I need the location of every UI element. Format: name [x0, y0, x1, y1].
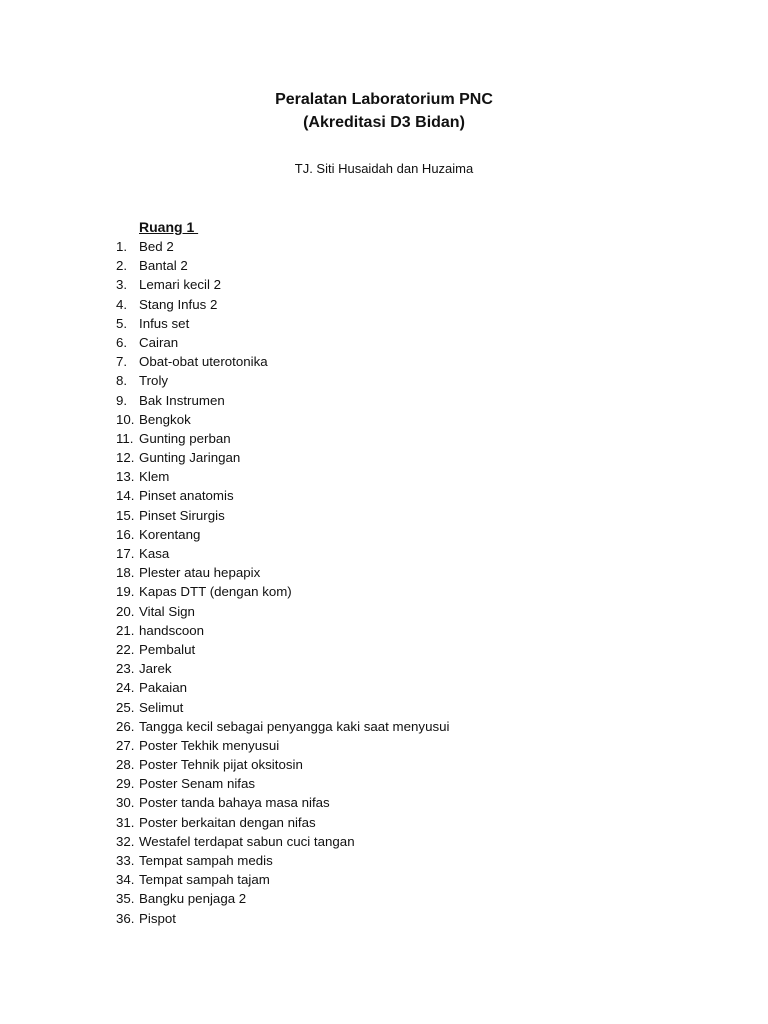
list-item-text: Infus set	[139, 315, 190, 331]
list-item	[0, 391, 768, 410]
list-item-number: 31.	[116, 814, 135, 830]
list-item-text: Gunting Jaringan	[139, 450, 241, 466]
list-item-number: 36.	[116, 910, 135, 926]
list-item	[0, 295, 768, 314]
list-item-text: Pinset anatomis	[139, 488, 234, 504]
list-item-text: Selimut	[139, 699, 184, 715]
list-item-text: handscoon	[139, 622, 205, 638]
list-item	[0, 889, 768, 908]
list-item-text: Westafel terdapat sabun cuci tangan	[139, 833, 355, 849]
list-item	[0, 678, 768, 697]
list-item-text: Gunting perban	[139, 430, 231, 446]
list-item-text: Tempat sampah tajam	[139, 872, 270, 888]
list-item-text: Poster tanda bahaya masa nifas	[139, 795, 330, 811]
list-item-number: 9.	[116, 392, 128, 408]
list-item	[0, 659, 768, 678]
list-item	[0, 698, 768, 717]
list-item	[0, 563, 768, 582]
list-item-text: Pispot	[139, 910, 176, 926]
list-item-text: Poster Tehnik pijat oksitosin	[139, 757, 303, 773]
list-item-number: 2.	[116, 258, 128, 274]
list-item-text: Kapas DTT (dengan kom)	[139, 584, 292, 600]
list-item-number: 33.	[116, 853, 135, 868]
list-item	[0, 544, 768, 563]
list-item-text: Bengkok	[139, 411, 191, 427]
list-item-number: 29.	[116, 776, 135, 792]
list-item-number: 6.	[116, 334, 128, 350]
list-item-number: 30.	[116, 795, 135, 811]
list-item-text: Poster Senam nifas	[139, 776, 256, 792]
list-item	[0, 582, 768, 601]
list-item-number: 16.	[116, 526, 135, 542]
document-subtitle: (Akreditasi D3 Bidan)	[303, 114, 465, 131]
list-item	[0, 525, 768, 544]
list-item	[0, 448, 768, 467]
list-item-number: 24.	[116, 680, 135, 696]
list-item-number: 26.	[116, 718, 135, 734]
list-item	[0, 314, 768, 333]
list-item-text: Plester atau hepapix	[139, 565, 261, 581]
section-heading: Ruang 1	[139, 219, 199, 235]
list-item-number: 5.	[116, 315, 128, 331]
list-item-number: 23.	[116, 661, 135, 677]
list-item-text: Kasa	[139, 546, 170, 561]
list-item	[0, 275, 768, 294]
list-item	[0, 870, 768, 889]
list-item-text: Bantal 2	[139, 258, 188, 274]
list-item-number: 7.	[116, 354, 128, 370]
list-item-text: Cairan	[139, 334, 179, 350]
list-item-text: Stang Infus 2	[139, 296, 218, 312]
list-item-number: 32.	[116, 833, 135, 849]
list-item-number: 22.	[116, 641, 135, 657]
list-item-number: 21.	[116, 622, 135, 638]
list-item	[0, 467, 768, 486]
list-item-number: 11.	[116, 430, 134, 446]
list-item-text: Jarek	[139, 661, 172, 677]
list-item-text: Bak Instrumen	[139, 392, 225, 408]
list-item-text: Obat-obat uterotonika	[139, 354, 268, 370]
list-item-text: Poster Tekhik menyusui	[139, 737, 280, 753]
list-item	[0, 640, 768, 659]
list-item	[0, 736, 768, 755]
list-item-number: 10.	[116, 411, 135, 427]
list-item-text: Vital Sign	[139, 603, 195, 619]
list-item-text: Bed 2	[139, 239, 174, 254]
list-item	[0, 486, 768, 505]
document-author: TJ. Siti Husaidah dan Huzaima	[294, 161, 474, 176]
list-item-number: 27.	[116, 737, 135, 753]
list-item-text: Lemari kecil 2	[139, 277, 222, 293]
list-item	[0, 774, 768, 793]
list-item	[0, 371, 768, 390]
list-item	[0, 851, 768, 870]
list-item	[0, 832, 768, 851]
list-item-text: Korentang	[139, 526, 201, 542]
list-item-text: Tempat sampah medis	[139, 853, 273, 868]
list-item-number: 8.	[116, 373, 128, 389]
list-item-text: Troly	[139, 373, 169, 389]
list-item-number: 4.	[116, 296, 128, 312]
list-item-number: 3.	[116, 277, 128, 293]
list-item-number: 19.	[116, 584, 135, 600]
list-item-number: 12.	[116, 450, 135, 466]
list-item	[0, 813, 768, 832]
list-item-text: Bangku penjaga 2	[139, 891, 247, 907]
list-item	[0, 237, 768, 256]
equipment-list	[0, 237, 768, 928]
list-item	[0, 909, 768, 928]
list-item-text: Pakaian	[139, 680, 188, 696]
list-item-number: 28.	[116, 757, 135, 773]
list-item	[0, 602, 768, 621]
list-item	[0, 333, 768, 352]
list-item-text: Tangga kecil sebagai penyangga kaki saat menyusui	[139, 718, 450, 734]
list-item-number: 35.	[116, 891, 135, 907]
list-item-text: Pembalut	[139, 641, 196, 657]
list-item-number: 25.	[116, 699, 135, 715]
list-item	[0, 717, 768, 736]
list-item	[0, 256, 768, 275]
list-item-number: 18.	[116, 565, 135, 581]
list-item	[0, 793, 768, 812]
list-item	[0, 621, 768, 640]
list-item	[0, 755, 768, 774]
document-title: Peralatan Laboratorium PNC	[275, 91, 493, 108]
list-item	[0, 429, 768, 448]
list-item-number: 15.	[116, 507, 135, 523]
list-item-number: 20.	[116, 603, 135, 619]
list-item-number: 34.	[116, 872, 135, 888]
list-item-text: Poster berkaitan dengan nifas	[139, 814, 316, 830]
list-item-text: Klem	[139, 469, 170, 485]
list-item-text: Pinset Sirurgis	[139, 507, 225, 523]
list-item-number: 14.	[116, 488, 135, 504]
list-item	[0, 410, 768, 429]
list-item-number: 17.	[116, 546, 135, 561]
list-item	[0, 506, 768, 525]
list-item-number: 13.	[116, 469, 135, 485]
list-item	[0, 352, 768, 371]
list-item-number: 1.	[116, 239, 128, 254]
